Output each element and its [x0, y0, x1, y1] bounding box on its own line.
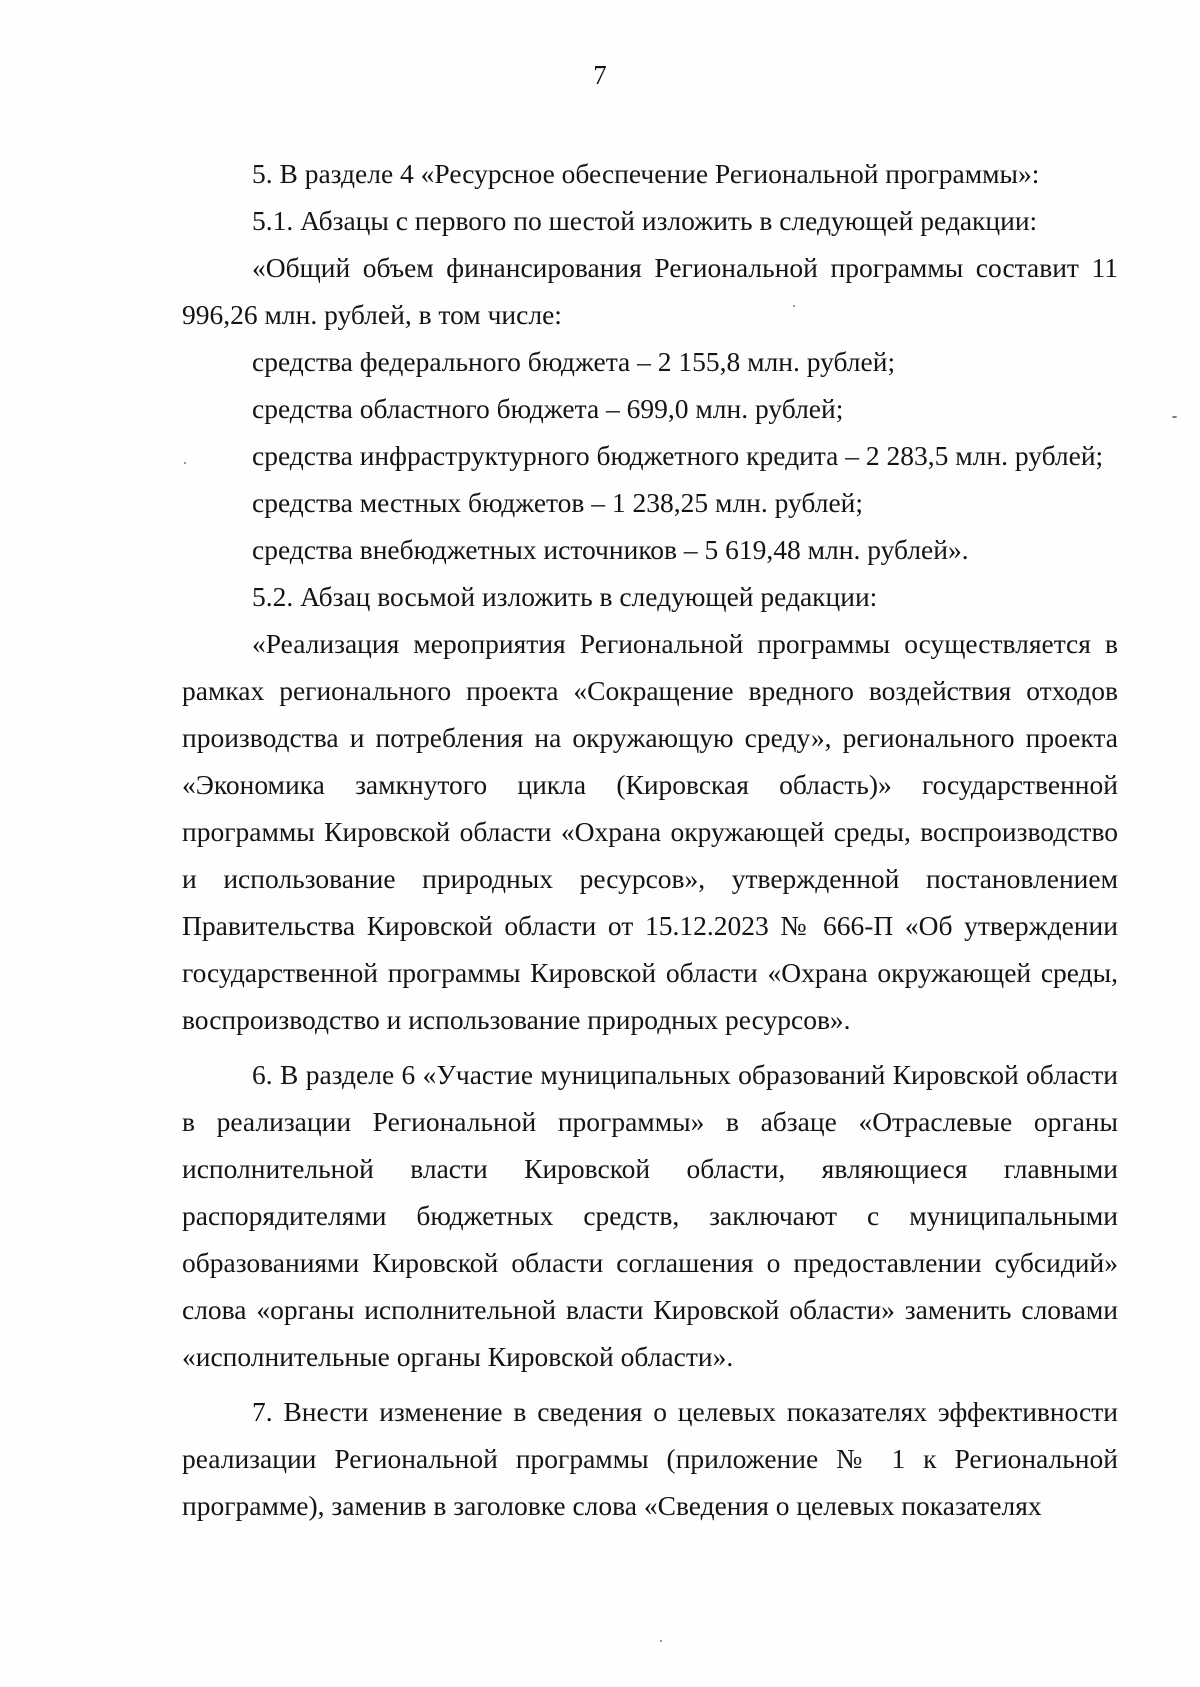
paragraph-regional-budget: средства областного бюджета – 699,0 млн. рублей; [252, 393, 844, 424]
paragraph-federal-budget: средства федерального бюджета – 2 155,8 млн. рублей; [252, 346, 896, 377]
paragraph-extra-budgetary: средства внебюджетных источников – 5 619,48 млн. рублей». [252, 534, 969, 565]
paragraph-5-2: 5.2. Абзац восьмой изложить в следующей редакции: [252, 581, 878, 612]
scan-speck [793, 305, 795, 307]
paragraph-total-financing: «Общий объем финансирования Региональной программы составит 11 996,26 млн. рублей, в том числе: [182, 252, 1118, 330]
scan-speck [660, 1640, 662, 1642]
scan-speck [1172, 416, 1177, 418]
scan-speck [184, 462, 186, 464]
paragraph-6: 6. В разделе 6 «Участие муниципальных образований Кировской области в реализации Региональной программы» в абзаце «Отраслевые органы исполнительной власти Кировской области, являющиеся главными распорядителями бюджетных средств, заключают с муниципальными образованиями Кировской области соглашения о предоставлении субсидий» слова «органы исполнительной власти Кировской области» заменить словами «исполнительные органы Кировской области». [182, 1059, 1118, 1372]
paragraph-7: 7. Внести изменение в сведения о целевых показателях эффективности реализации Региональной программы (приложение № 1 к Региональной программе), заменив в заголовке слова «Сведения о целевых показателях [182, 1396, 1118, 1521]
paragraph-5-1: 5.1. Абзацы с первого по шестой изложить в следующей редакции: [252, 205, 1038, 236]
paragraph-5: 5. В разделе 4 «Ресурсное обеспечение Региональной программы»: [252, 158, 1040, 189]
page-number: 7 [593, 60, 607, 90]
paragraph-local-budgets: средства местных бюджетов – 1 238,25 млн. рублей; [252, 487, 864, 518]
paragraph-infrastructure-credit: средства инфраструктурного бюджетного кредита – 2 283,5 млн. рублей; [252, 440, 1104, 471]
document-body [182, 150, 1118, 1529]
paragraph-implementation: «Реализация мероприятия Региональной программы осуществляется в рамках регионального проекта «Сокращение вредного воздействия отходов производства и потребления на окружающую среду», регионального проекта «Экономика замкнутого цикла (Кировская область)» государственной программы Кировской области «Охрана окружающей среды, воспроизводство и использование природных ресурсов», утвержденной постановлением Правительства Кировской области от 15.12.2023 № 666-П «Об утверждении государственной программы Кировской области «Охрана окружающей среды, воспроизводство и использование природных ресурсов». [182, 628, 1118, 1035]
